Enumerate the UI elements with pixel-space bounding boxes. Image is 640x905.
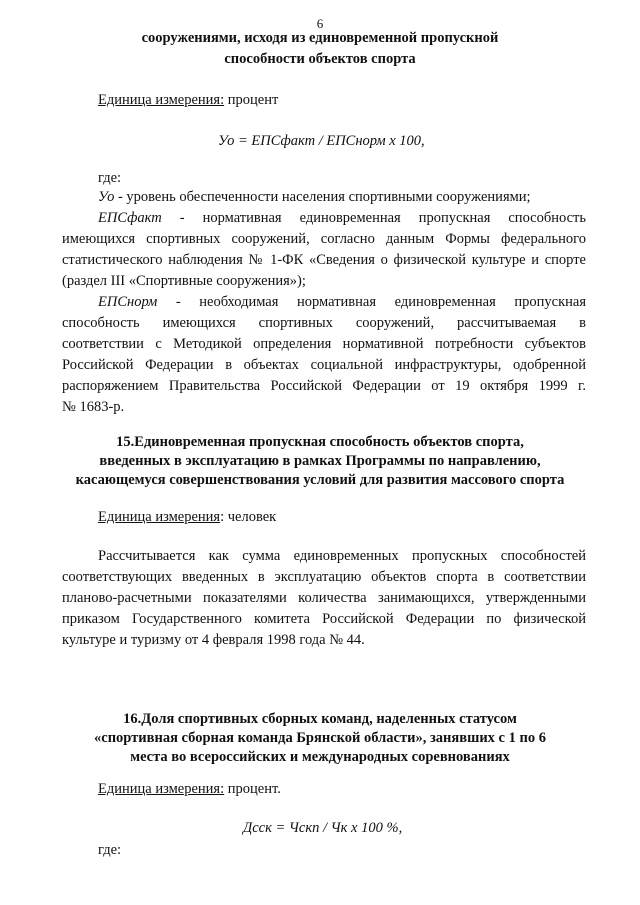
definition-line: статистического наблюдения № 1-ФК «Сведения о физической культуре и спорте — [62, 252, 586, 268]
definition-uo — [98, 187, 531, 208]
top-heading-line-2: способности объектов спорта — [224, 51, 416, 67]
top-heading-line-1: сооружениями, исходя из единовременной пропускной — [141, 30, 499, 46]
definition-line: № 1683-р. — [62, 399, 125, 415]
definition-text: - необходимая нормативная единовременная пропускная — [157, 294, 586, 310]
definition-term: ЕПСнорм — [98, 294, 158, 310]
section-15-text-line: приказом Государственного комитета Российской Федерации по физической — [62, 611, 586, 627]
definition-line: соответствии с Методикой определения нормативной потребности субъектов — [62, 336, 586, 352]
unit-of-measure-15 — [98, 507, 276, 528]
definition-line: способность имеющихся спортивных сооружений, рассчитываемая в — [62, 315, 586, 331]
unit-value: : человек — [220, 509, 277, 525]
unit-label: Единица измерения: — [98, 781, 225, 797]
definition-line: имеющихся спортивных сооружений, согласно данным Формы федерального — [62, 231, 586, 247]
section-15-heading-line-3: касающемуся совершенствования условий для развития массового спорта — [75, 472, 565, 488]
section-15-heading-line-2: введенных в эксплуатацию в рамках Программы по направлению, — [99, 453, 541, 469]
section-15-heading-line-1: 15.Единовременная пропускная способность объектов спорта, — [116, 434, 524, 450]
definition-text: - уровень обеспеченности населения спортивными сооружениями; — [114, 189, 531, 205]
where-label-1: где: — [98, 170, 122, 186]
where-label-16: где: — [98, 842, 122, 858]
unit-label: Единица измерения — [98, 509, 221, 525]
unit-value: процент — [224, 92, 279, 108]
page-number: 6 — [316, 16, 324, 31]
definition-line: Российской Федерации в объектах социальной инфраструктуры, одобренной — [62, 357, 586, 373]
definition-eps-fact — [98, 208, 586, 229]
section-16-heading-line-2: «спортивная сборная команда Брянской области», занявших с 1 по 6 — [94, 730, 546, 746]
definition-term: ЕПСфакт — [98, 210, 162, 226]
definition-text: - нормативная единовременная пропускная способность — [161, 210, 586, 226]
section-15-text-line: планово-расчетными показателями количества занимающихся, утвержденными — [62, 590, 586, 606]
formula-16: Дсск = Чскп / Чк х 100 %, — [243, 820, 403, 836]
unit-of-measure-1 — [98, 90, 278, 111]
definition-line: (раздел III «Спортивные сооружения»); — [62, 273, 306, 289]
unit-of-measure-16 — [98, 779, 281, 800]
definition-line: распоряжением Правительства Российской Федерации от 19 октября 1999 г. — [62, 378, 586, 394]
unit-value: процент. — [224, 781, 281, 797]
section-15-text-line: культуре и туризму от 4 февраля 1998 года № 44. — [62, 632, 365, 648]
formula-1: Уо = ЕПСфакт / ЕПСнорм х 100, — [218, 133, 425, 149]
definition-term: Уо — [98, 189, 115, 205]
section-16-heading-line-3: места во всероссийских и международных соревнованиях — [130, 749, 510, 765]
definition-eps-norm — [98, 292, 586, 313]
unit-label: Единица измерения: — [98, 92, 225, 108]
section-15-text-line: соответствующих введенных в эксплуатацию объектов спорта в соответствии — [62, 569, 586, 585]
section-16-heading-line-1: 16.Доля спортивных сборных команд, наделенных статусом — [123, 711, 517, 727]
section-15-text-line: Рассчитывается как сумма единовременных пропускных способностей — [98, 548, 586, 564]
